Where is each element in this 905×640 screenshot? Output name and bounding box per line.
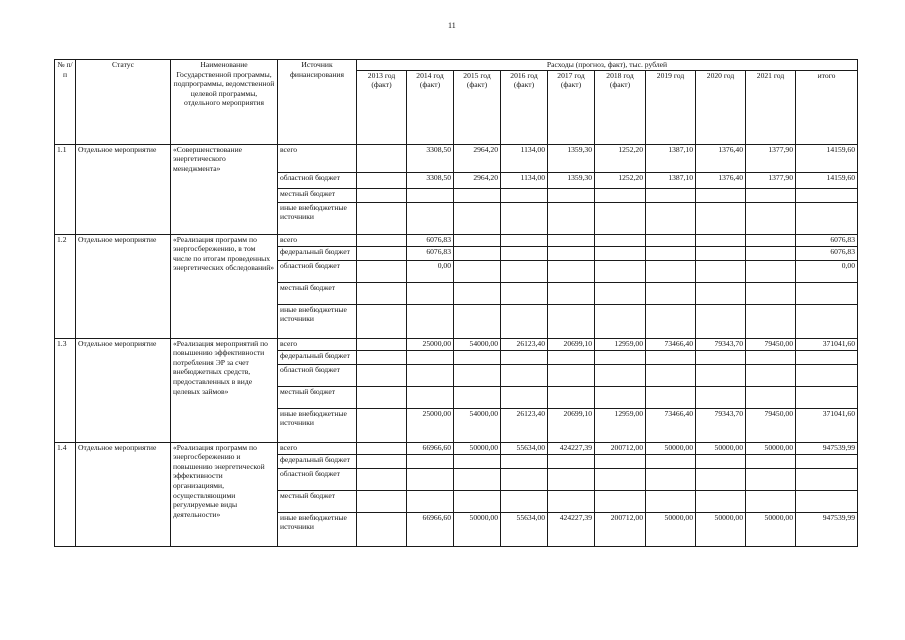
header-status: Статус	[76, 60, 171, 145]
header-year: 2021 год	[746, 70, 796, 144]
amount-cell: 1134,00	[501, 172, 548, 188]
amount-cell: 14159,60	[796, 144, 858, 172]
amount-cell: 1377,90	[746, 172, 796, 188]
table-row	[55, 338, 858, 350]
amount-cell	[595, 202, 646, 234]
amount-cell	[407, 364, 454, 386]
header-year: 2020 год	[696, 70, 746, 144]
amount-cell	[746, 246, 796, 260]
amount-cell: 1376,40	[696, 172, 746, 188]
amount-cell: 12959,00	[595, 338, 646, 350]
amount-cell	[501, 468, 548, 490]
amount-cell	[696, 202, 746, 234]
funding-source: иные внебюджетные источники	[278, 202, 357, 234]
funding-source: всего	[278, 442, 357, 454]
funding-source: федеральный бюджет	[278, 350, 357, 364]
header-year: 2017 год (факт)	[548, 70, 595, 144]
amount-cell	[646, 364, 696, 386]
amount-cell	[357, 246, 407, 260]
amount-cell: 200712,00	[595, 442, 646, 454]
amount-cell	[357, 172, 407, 188]
amount-cell	[746, 304, 796, 338]
amount-cell: 1252,20	[595, 144, 646, 172]
row-number: 1.3	[55, 338, 76, 442]
table-row	[55, 442, 858, 454]
amount-cell: 54000,00	[454, 408, 501, 442]
amount-cell: 1359,30	[548, 172, 595, 188]
amount-cell	[595, 468, 646, 490]
header-num: № п/п	[55, 60, 76, 145]
amount-cell	[407, 386, 454, 408]
amount-cell	[357, 282, 407, 304]
amount-cell	[357, 234, 407, 246]
amount-cell: 3308,50	[407, 172, 454, 188]
amount-cell	[595, 304, 646, 338]
header-year: итого	[796, 70, 858, 144]
amount-cell	[454, 260, 501, 282]
amount-cell	[746, 282, 796, 304]
amount-cell: 66966,60	[407, 512, 454, 546]
amount-cell: 20699,10	[548, 338, 595, 350]
amount-cell	[454, 246, 501, 260]
amount-cell	[407, 468, 454, 490]
amount-cell	[796, 454, 858, 468]
amount-cell: 12959,00	[595, 408, 646, 442]
amount-cell	[501, 234, 548, 246]
amount-cell	[454, 386, 501, 408]
amount-cell	[796, 386, 858, 408]
funding-source: иные внебюджетные источники	[278, 408, 357, 442]
amount-cell: 6076,83	[407, 234, 454, 246]
amount-cell: 66966,60	[407, 442, 454, 454]
header-year: 2019 год	[646, 70, 696, 144]
amount-cell	[548, 202, 595, 234]
table-row	[55, 144, 858, 172]
amount-cell	[407, 454, 454, 468]
header-year: 2014 год (факт)	[407, 70, 454, 144]
amount-cell	[696, 350, 746, 364]
funding-source: областной бюджет	[278, 364, 357, 386]
amount-cell: 1387,10	[646, 172, 696, 188]
amount-cell: 6076,83	[796, 234, 858, 246]
amount-cell	[646, 202, 696, 234]
amount-cell: 3308,50	[407, 144, 454, 172]
row-number: 1.2	[55, 234, 76, 338]
amount-cell	[746, 188, 796, 202]
amount-cell: 26123,40	[501, 338, 548, 350]
amount-cell	[357, 364, 407, 386]
funding-source: всего	[278, 338, 357, 350]
amount-cell	[595, 386, 646, 408]
amount-cell: 947539,99	[796, 512, 858, 546]
amount-cell	[796, 282, 858, 304]
funding-source: областной бюджет	[278, 260, 357, 282]
amount-cell	[407, 490, 454, 512]
amount-cell: 1377,90	[746, 144, 796, 172]
amount-cell	[646, 246, 696, 260]
amount-cell	[646, 386, 696, 408]
amount-cell: 1359,30	[548, 144, 595, 172]
amount-cell	[357, 338, 407, 350]
amount-cell: 14159,60	[796, 172, 858, 188]
amount-cell: 200712,00	[595, 512, 646, 546]
header-expenses: Расходы (прогноз, факт), тыс. рублей	[357, 60, 858, 71]
amount-cell	[357, 408, 407, 442]
amount-cell	[696, 260, 746, 282]
amount-cell	[454, 454, 501, 468]
amount-cell	[501, 490, 548, 512]
amount-cell: 55634,00	[501, 512, 548, 546]
amount-cell	[407, 350, 454, 364]
amount-cell: 1387,10	[646, 144, 696, 172]
amount-cell	[357, 260, 407, 282]
amount-cell: 0,00	[407, 260, 454, 282]
amount-cell: 79343,70	[696, 338, 746, 350]
amount-cell	[454, 468, 501, 490]
amount-cell	[357, 202, 407, 234]
amount-cell	[746, 350, 796, 364]
amount-cell	[454, 490, 501, 512]
amount-cell: 371041,60	[796, 408, 858, 442]
amount-cell	[407, 282, 454, 304]
amount-cell	[548, 386, 595, 408]
amount-cell: 55634,00	[501, 442, 548, 454]
amount-cell	[454, 188, 501, 202]
row-measure-name: «Реализация программ по энергосбережению, в том числе по итогам проведенных энергетических обследований»	[171, 234, 278, 338]
amount-cell	[501, 386, 548, 408]
expenses-table	[54, 59, 858, 547]
amount-cell	[646, 188, 696, 202]
funding-source: всего	[278, 234, 357, 246]
amount-cell	[646, 490, 696, 512]
amount-cell	[357, 512, 407, 546]
amount-cell: 424227,39	[548, 442, 595, 454]
amount-cell	[646, 468, 696, 490]
amount-cell	[407, 304, 454, 338]
amount-cell	[501, 188, 548, 202]
amount-cell	[357, 490, 407, 512]
funding-source: всего	[278, 144, 357, 172]
amount-cell	[646, 282, 696, 304]
amount-cell	[646, 234, 696, 246]
amount-cell: 424227,39	[548, 512, 595, 546]
amount-cell	[501, 246, 548, 260]
row-measure-name: «Совершенствование энергетического менеджмента»	[171, 144, 278, 234]
amount-cell	[746, 468, 796, 490]
header-year: 2015 год (факт)	[454, 70, 501, 144]
amount-cell: 25000,00	[407, 408, 454, 442]
amount-cell	[454, 202, 501, 234]
amount-cell	[595, 260, 646, 282]
amount-cell: 50000,00	[746, 442, 796, 454]
amount-cell	[746, 234, 796, 246]
amount-cell	[796, 490, 858, 512]
amount-cell	[746, 490, 796, 512]
amount-cell	[357, 144, 407, 172]
amount-cell	[548, 490, 595, 512]
amount-cell	[357, 468, 407, 490]
amount-cell: 73466,40	[646, 408, 696, 442]
amount-cell: 73466,40	[646, 338, 696, 350]
amount-cell	[454, 234, 501, 246]
amount-cell	[548, 234, 595, 246]
amount-cell: 79450,00	[746, 408, 796, 442]
funding-source: иные внебюджетные источники	[278, 512, 357, 546]
amount-cell: 1376,40	[696, 144, 746, 172]
amount-cell	[548, 350, 595, 364]
amount-cell	[646, 304, 696, 338]
amount-cell	[407, 202, 454, 234]
amount-cell	[796, 350, 858, 364]
amount-cell	[501, 282, 548, 304]
amount-cell	[646, 260, 696, 282]
funding-source: местный бюджет	[278, 188, 357, 202]
amount-cell: 2964,20	[454, 172, 501, 188]
amount-cell	[746, 260, 796, 282]
amount-cell	[501, 364, 548, 386]
header-source: Источник финансирования	[278, 60, 357, 145]
row-status: Отдельное мероприятие	[76, 442, 171, 546]
row-status: Отдельное мероприятие	[76, 338, 171, 442]
amount-cell: 25000,00	[407, 338, 454, 350]
amount-cell	[595, 234, 646, 246]
amount-cell: 1134,00	[501, 144, 548, 172]
amount-cell	[548, 260, 595, 282]
amount-cell	[746, 202, 796, 234]
amount-cell	[646, 350, 696, 364]
amount-cell: 50000,00	[696, 512, 746, 546]
amount-cell	[796, 188, 858, 202]
amount-cell	[696, 454, 746, 468]
page-number: 11	[448, 21, 456, 30]
row-measure-name: «Реализация мероприятий по повышению эффективности потребления ЭР за счет внебюджетных средств, предоставленных в виде целевых займов»	[171, 338, 278, 442]
amount-cell	[595, 490, 646, 512]
amount-cell: 2964,20	[454, 144, 501, 172]
amount-cell	[357, 304, 407, 338]
amount-cell	[796, 364, 858, 386]
amount-cell	[746, 386, 796, 408]
amount-cell: 79450,00	[746, 338, 796, 350]
amount-cell	[548, 468, 595, 490]
funding-source: областной бюджет	[278, 172, 357, 188]
amount-cell	[796, 304, 858, 338]
amount-cell	[357, 188, 407, 202]
amount-cell	[357, 454, 407, 468]
row-number: 1.1	[55, 144, 76, 234]
amount-cell	[595, 282, 646, 304]
funding-source: иные внебюджетные источники	[278, 304, 357, 338]
row-measure-name: «Реализация программ по энергосбережению и повышению энергетической эффективности организациями, осуществляющими регулируемые виды деятельности»	[171, 442, 278, 546]
amount-cell	[357, 386, 407, 408]
amount-cell	[746, 454, 796, 468]
funding-source: местный бюджет	[278, 386, 357, 408]
amount-cell	[548, 188, 595, 202]
amount-cell	[696, 364, 746, 386]
amount-cell: 1252,20	[595, 172, 646, 188]
amount-cell: 6076,83	[796, 246, 858, 260]
amount-cell	[548, 454, 595, 468]
amount-cell	[501, 202, 548, 234]
amount-cell	[454, 282, 501, 304]
amount-cell: 54000,00	[454, 338, 501, 350]
amount-cell	[595, 188, 646, 202]
amount-cell	[407, 188, 454, 202]
amount-cell	[548, 304, 595, 338]
amount-cell	[501, 304, 548, 338]
amount-cell	[796, 468, 858, 490]
amount-cell	[501, 454, 548, 468]
amount-cell	[646, 454, 696, 468]
amount-cell	[796, 202, 858, 234]
header-year: 2018 год (факт)	[595, 70, 646, 144]
amount-cell: 50000,00	[646, 512, 696, 546]
amount-cell	[696, 282, 746, 304]
funding-source: местный бюджет	[278, 490, 357, 512]
amount-cell	[595, 246, 646, 260]
header-name: Наименование Государственной программы, подпрограммы, ведомственной целевой программы, отдельного мероприятия	[171, 60, 278, 145]
amount-cell	[454, 304, 501, 338]
amount-cell	[696, 468, 746, 490]
amount-cell	[595, 350, 646, 364]
amount-cell: 50000,00	[746, 512, 796, 546]
row-status: Отдельное мероприятие	[76, 234, 171, 338]
amount-cell	[548, 282, 595, 304]
amount-cell: 50000,00	[696, 442, 746, 454]
amount-cell	[595, 454, 646, 468]
table-row	[55, 234, 858, 246]
header-year: 2013 год (факт)	[357, 70, 407, 144]
row-status: Отдельное мероприятие	[76, 144, 171, 234]
amount-cell	[696, 386, 746, 408]
funding-source: федеральный бюджет	[278, 246, 357, 260]
amount-cell	[696, 304, 746, 338]
amount-cell	[548, 246, 595, 260]
amount-cell	[357, 442, 407, 454]
amount-cell: 26123,40	[501, 408, 548, 442]
amount-cell: 6076,83	[407, 246, 454, 260]
amount-cell: 947539,99	[796, 442, 858, 454]
row-number: 1.4	[55, 442, 76, 546]
amount-cell	[696, 188, 746, 202]
amount-cell	[746, 364, 796, 386]
amount-cell	[696, 490, 746, 512]
amount-cell	[696, 234, 746, 246]
amount-cell	[454, 364, 501, 386]
funding-source: федеральный бюджет	[278, 454, 357, 468]
amount-cell: 50000,00	[454, 442, 501, 454]
amount-cell	[548, 364, 595, 386]
amount-cell: 371041,60	[796, 338, 858, 350]
amount-cell: 50000,00	[646, 442, 696, 454]
amount-cell	[454, 350, 501, 364]
amount-cell	[595, 364, 646, 386]
amount-cell: 50000,00	[454, 512, 501, 546]
header-year: 2016 год (факт)	[501, 70, 548, 144]
amount-cell	[357, 350, 407, 364]
amount-cell	[696, 246, 746, 260]
amount-cell: 79343,70	[696, 408, 746, 442]
funding-source: областной бюджет	[278, 468, 357, 490]
amount-cell: 20699,10	[548, 408, 595, 442]
amount-cell	[501, 260, 548, 282]
amount-cell: 0,00	[796, 260, 858, 282]
amount-cell	[501, 350, 548, 364]
funding-source: местный бюджет	[278, 282, 357, 304]
